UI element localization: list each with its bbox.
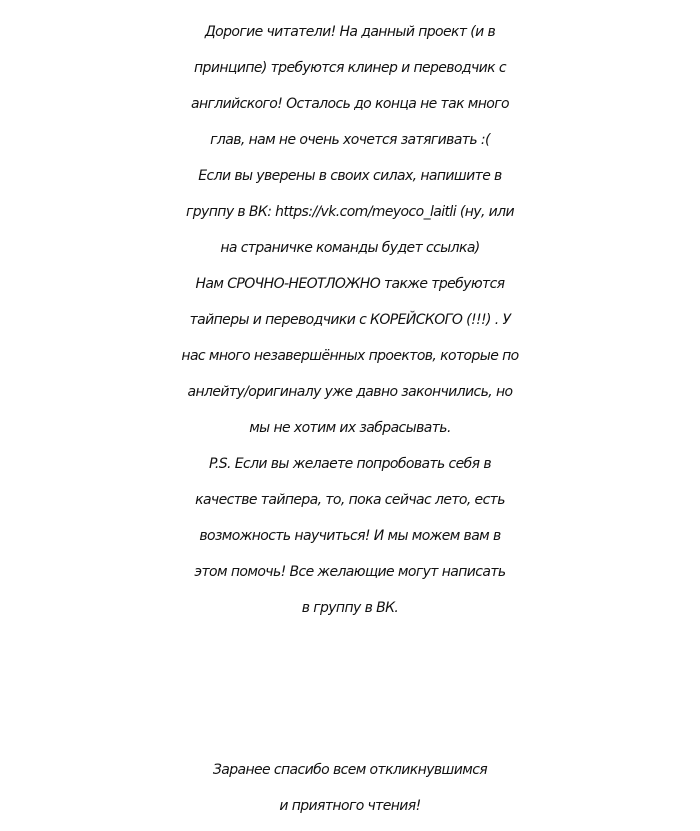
notice-line: Нам СРОЧНО-НЕОТЛОЖНО также требуются <box>195 276 505 292</box>
notice-line: мы не хотим их забрасывать. <box>249 420 451 436</box>
notice-text <box>0 14 700 626</box>
notice-line: английского! Осталось до конца не так много <box>191 96 509 112</box>
thanks-line: и приятного чтения! <box>279 798 421 814</box>
notice-line: принципе) требуются клинер и переводчик с <box>194 60 506 76</box>
notice-line: P.S. Если вы желаете попробовать себя в <box>208 456 491 472</box>
thanks-line: Заранее спасибо всем откликнувшимся <box>212 762 488 778</box>
notice-line: этом помочь! Все желающие могут написать <box>194 564 506 580</box>
thanks-text <box>0 752 700 824</box>
notice-line: глав, нам не очень хочется затягивать :( <box>210 132 490 148</box>
notice-line: тайперы и переводчики с КОРЕЙСКОГО (!!!) . У <box>189 312 511 328</box>
notice-line: Дорогие читатели! На данный проект (и в <box>204 24 496 40</box>
notice-line: нас много незавершённых проектов, которые по <box>181 348 519 364</box>
notice-line: возможность научиться! И мы можем вам в <box>199 528 501 544</box>
notice-line: Если вы уверены в своих силах, напишите в <box>198 168 502 184</box>
notice-line: качестве тайпера, то, пока сейчас лето, есть <box>195 492 505 508</box>
notice-line: в группу в ВК. <box>301 600 399 616</box>
notice-line-with-link: группу в ВК: https://vk.com/meyoco_laitli (ну, или <box>185 204 514 220</box>
notice-line: анлейту/оригиналу уже давно закончились, но <box>187 384 513 400</box>
notice-line: на страничке команды будет ссылка) <box>220 240 480 256</box>
